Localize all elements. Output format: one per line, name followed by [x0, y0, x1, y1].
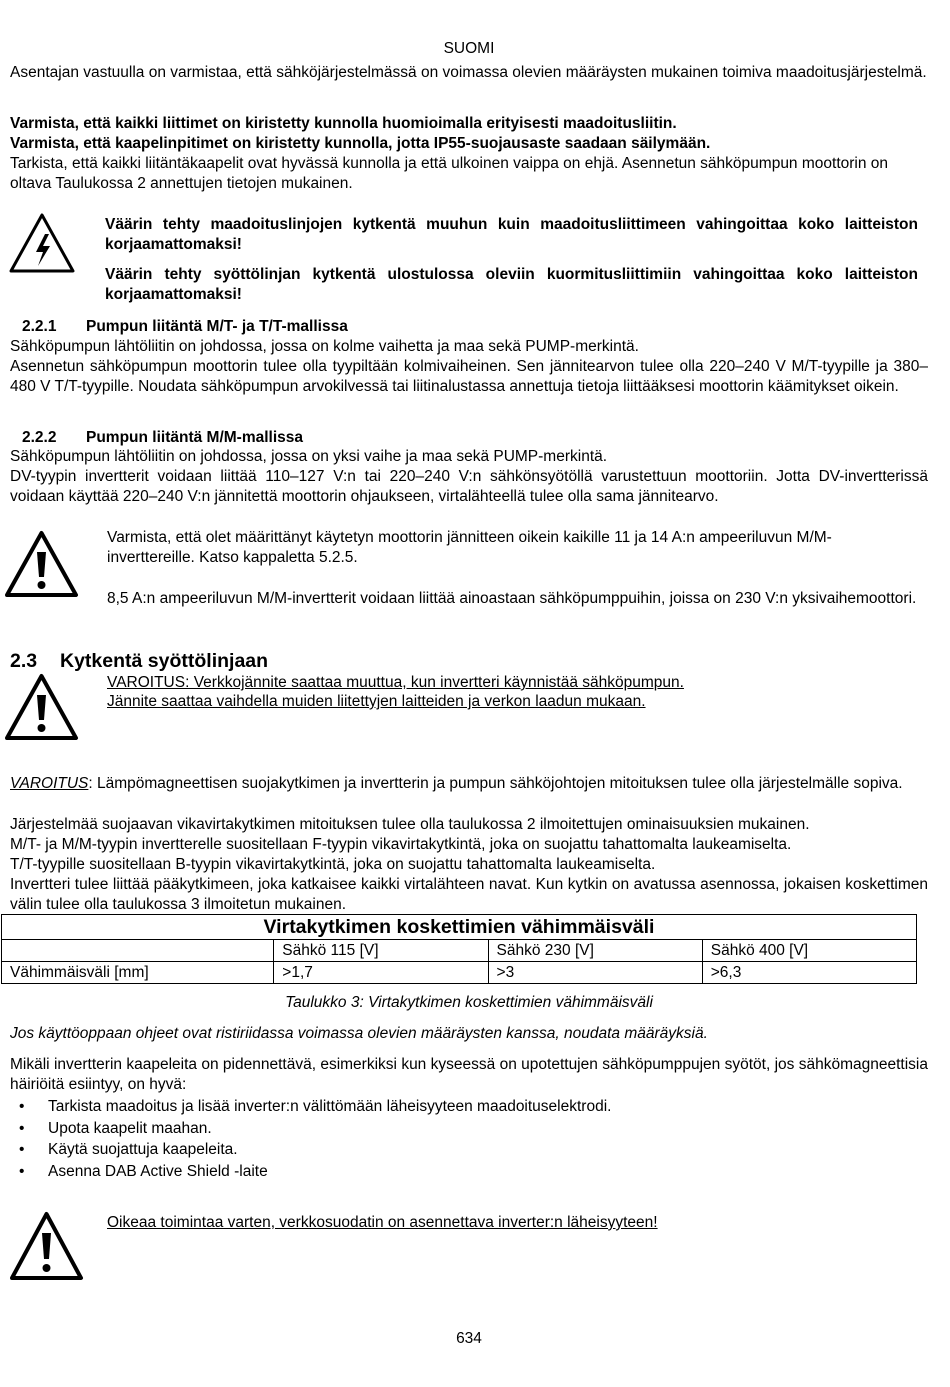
caution-voltage-setting: Varmista, että olet määrittänyt käytetyn moottorin jännitteen oikein kaikille 11 ja 14 A:n ampeeriluvun M/M-inverttereille. Katso kappaletta 5.2.5. — [107, 529, 832, 566]
list-item: • Tarkista maadoitus ja lisää inverter:n välittömään läheisyyteen maadoituselektrodi. — [10, 1096, 928, 1118]
s221-paragraph-2: Asennetun sähköpumpun moottorin tulee olla tyypiltään kolmivaiheinen. Sen jännitearvon tulee olla 220–240 V M/T-tyypille ja 380–480 V T/T-tyypille. Noudata sähköpumpun arvokilvessä tai liitinalustassa annettuja tietoja liittääksesi moottorin käämitykset oikein. — [10, 358, 928, 395]
s221-paragraph-1: Sähköpumpun lähtöliitin on johdossa, jossa on kolme vaihetta ja maa sekä PUMP-merkintä. — [10, 338, 639, 355]
table-header-cell: Sähkö 400 [V] — [702, 940, 916, 962]
table-cell: >3 — [488, 962, 702, 984]
contact-distance-table — [1, 914, 917, 984]
s222-paragraph-2: DV-tyypin invertterit voidaan liittää 110–127 V:n tai 220–240 V:n sähkönsyötöllä varustettuun moottoriin. Jotta DV-invertterissä voidaan käyttää 220–240 V:n jännitettä moottorin ohjaukseen, virtalähteellä tulee olla sama jännitearvo. — [10, 468, 928, 505]
warning-thermal-breaker: VAROITUS: Lämpömagneettisen suojakytkimen ja invertterin ja pumpun sähköjohtojen mitoituksen tulee olla järjestelmälle sopiva. — [10, 775, 903, 792]
page-number: 634 — [456, 1330, 482, 1347]
table-cell: >1,7 — [274, 962, 488, 984]
table-row-label: Vähimmäisväli [mm] — [2, 962, 274, 984]
table-title: Virtakytkimen koskettimien vähimmäisväli — [2, 915, 917, 940]
list-item: • Asenna DAB Active Shield -laite — [10, 1161, 928, 1183]
intro-paragraph-cables: Tarkista, että kaikki liitäntäkaapelit ovat hyvässä kunnolla ja että ulkoinen vaippa on ehjä. Asennetun sähköpumpun moottorin on oltava Taulukossa 2 annettujen tietojen mukainen. — [10, 155, 889, 192]
page-header-language: SUOMI — [443, 40, 495, 57]
list-item: • Upota kaapelit maahan. — [10, 1118, 928, 1140]
table-cell: >6,3 — [702, 962, 916, 984]
warning-supply-connection: Väärin tehty syöttölinjan kytkentä ulostulossa oleviin kuormitusliittimiin vahingoittaa koko laitteiston korjaamattomaksi! — [105, 266, 918, 303]
table-caption: Taulukko 3: Virtakytkimen koskettimien vähimmäisväli — [285, 994, 653, 1011]
electric-hazard-icon — [8, 212, 76, 274]
note-cable-extension: Mikäli invertterin kaapeleita on pidennettävä, esimerkiksi kun kyseessä on upotettujen sähköpumppujen syötöt, jos sähkömagneettisia häiriöitä esiintyy, on hyvä: — [10, 1056, 928, 1093]
intro-bold-cable-glands: Varmista, että kaapelinpitimet on kiristetty kunnolla, jotta IP55-suojausaste saadaan säilymään. — [10, 135, 711, 152]
list-item: • Käytä suojattuja kaapeleita. — [10, 1139, 928, 1161]
intro-bold-terminals: Varmista, että kaikki liittimet on kiristetty kunnolla huomioimalla erityisesti maadoitusliitin. — [10, 115, 677, 132]
body-b-type-breaker: T/T-tyypille suositellaan B-tyypin vikavirtakytkintä, joka on suojattu tahattomalta laukeamiselta. — [10, 856, 656, 873]
warning-voltage-variation: Jännite saattaa vaihdella muiden liitettyjen laitteiden ja verkon laadun mukaan. — [107, 693, 646, 710]
note-network-filter: Oikeaa toimintaa varten, verkkosuodatin on asennettava inverter:n läheisyyteen! — [107, 1214, 658, 1231]
section-heading-2-2-1: 2.2.1 Pumpun liitäntä M/T- ja T/T-mallissa — [22, 318, 348, 335]
section-heading-2-2-2: 2.2.2 Pumpun liitäntä M/M-mallissa — [22, 429, 304, 446]
body-main-switch: Invertteri tulee liittää pääkytkimeen, joka katkaisee kaikki virtalähteen navat. Kun kytkin on avatussa asennossa, jokaisen koskettimen välin tulee olla taulukossa 3 ilmoitetun mukainen. — [10, 876, 928, 913]
s222-paragraph-1: Sähköpumpun lähtöliitin on johdossa, jossa on yksi vaihe ja maa sekä PUMP-merkintä. — [10, 448, 608, 465]
body-f-type-breaker: M/T- ja M/M-tyypin invertterelle suositellaan F-tyypin vikavirtakytkintä, joka on suojattu tahattomalta laukeamiselta. — [10, 836, 792, 853]
body-residual-breaker: Järjestelmää suojaavan vikavirtakytkimen mitoituksen tulee olla taulukossa 2 ilmoitettujen ominaisuuksien mukainen. — [10, 816, 810, 833]
table-header-cell: Sähkö 115 [V] — [274, 940, 488, 962]
warning-triangle-icon — [4, 673, 79, 741]
warning-triangle-icon — [4, 530, 79, 598]
table-header-cell: Sähkö 230 [V] — [488, 940, 702, 962]
note-regulations: Jos käyttöoppaan ohjeet ovat ristiriidassa voimassa olevien määräysten kanssa, noudata määräyksiä. — [10, 1025, 708, 1042]
intro-paragraph: Asentajan vastuulla on varmistaa, että sähköjärjestelmässä on voimassa olevien määräysten mukainen toimiva maadoitusjärjestelmä. — [10, 64, 927, 81]
section-heading-2-3: 2.3 Kytkentä syöttölinjaan — [10, 650, 269, 672]
warning-network-voltage: VAROITUS: Verkkojännite saattaa muuttua, kun invertteri käynnistää sähköpumpun. — [107, 674, 684, 691]
warning-triangle-icon — [9, 1211, 84, 1281]
recommendation-list — [10, 1096, 928, 1182]
table-row — [2, 962, 917, 984]
table-header-cell — [2, 940, 274, 962]
table-title-row — [2, 915, 917, 940]
caution-8-5a-invertters: 8,5 A:n ampeeriluvun M/M-invertterit voidaan liittää ainoastaan sähköpumppuihin, joissa on 230 V:n yksivaihemoottori. — [107, 590, 917, 607]
warning-ground-connection: Väärin tehty maadoituslinjojen kytkentä muuhun kuin maadoitusliittimeen vahingoittaa koko laitteiston korjaamattomaksi! — [105, 216, 918, 253]
table-header-row — [2, 940, 917, 962]
